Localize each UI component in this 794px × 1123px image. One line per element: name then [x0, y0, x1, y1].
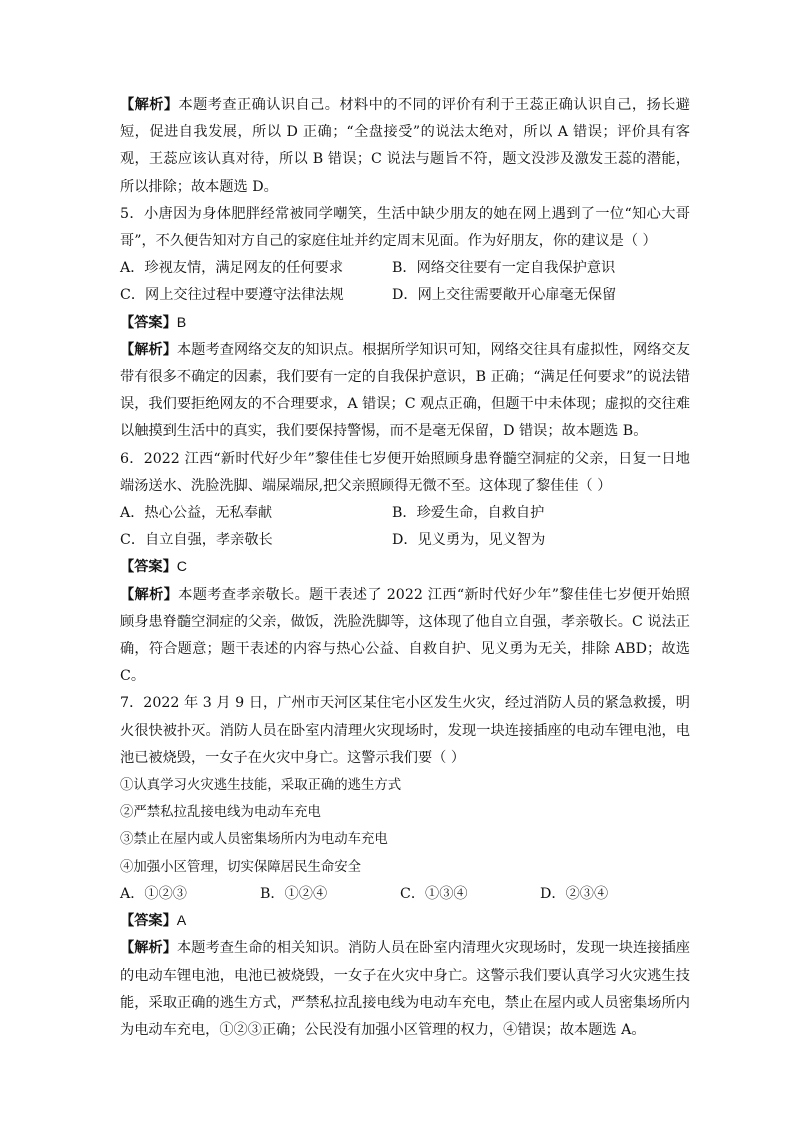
q5-stem: 5．小唐因为身体肥胖经常被同学嘲笑，生活中缺少朋友的她在网上遇到了一位“知心大哥哥”，不久便告知对方自己的家庭住址并约定周末见面。作为好朋友，你的建议是（ ） — [120, 205, 690, 250]
q7-answer-value: A — [176, 913, 187, 930]
q6-options — [120, 500, 690, 554]
q7-item-2: ②严禁私拉乱接电线为电动车充电 — [120, 805, 321, 821]
q5-options — [120, 255, 690, 309]
q7-option-d: D．②③④ — [540, 885, 609, 902]
q6-option-c: C．自立自强，孝亲敬长 — [120, 532, 273, 549]
q5-option-a: A．珍视友情，满足网友的任何要求 — [120, 260, 344, 277]
analysis-label: 【解析】 — [120, 586, 179, 603]
q7-option-b: B．①②④ — [260, 885, 328, 902]
q5-analysis — [120, 337, 690, 446]
q5-analysis-text: 本题考查网络交友的知识点。根据所学知识可知，网络交往具有虚拟性，网络交友带有很多不确定的因素，我们要有一定的自我保护意识，B 正确；“满足任何要求”的说法错误，我们要拒绝网友的不合理要求，A 错误；C 观点正确，但题干中未体现；虚拟的交往难以触摸到生活中的真实，我们要保持警惕，而不是毫无保留，D 错误；故本题选 B。 — [120, 341, 690, 440]
q7-item-3: ③禁止在屋内或人员密集场所内为电动车充电 — [120, 832, 388, 848]
q7-stem: 7．2022 年 3 月 9 日，广州市天河区某住宅小区发生火灾，经过消防人员的紧急救援，明火很快被扑灭。消防人员在卧室内清理火灾现场时，发现一块连接插座的电动车锂电池，电池已被烧毁，一女子在火灾中身亡。这警示我们要（ ） — [120, 695, 690, 766]
analysis-label: 【解析】 — [120, 341, 178, 358]
answer-label: 【答案】 — [120, 913, 177, 930]
answer-label: 【答案】 — [120, 314, 177, 331]
q7-item-4: ④加强小区管理，切实保障居民生命安全 — [120, 859, 362, 875]
q7-analysis-text: 本题考查生命的相关知识。消防人员在卧室内清理火灾现场时，发现一块连接插座的电动车锂电池，电池已被烧毁，一女子在火灾中身亡。这警示我们要认真学习火灾逃生技能，采取正确的逃生方式，严禁私拉乱接电线为电动车充电，禁止在屋内或人员密集场所内为电动车充电，①②③正确；公民没有加强小区管理的权力，④错误；故本题选 A。 — [120, 940, 690, 1038]
document-page — [120, 92, 690, 1044]
q7-item-1: ①认真学习火灾逃生技能，采取正确的逃生方式 — [120, 778, 402, 794]
q5-answer — [120, 310, 690, 337]
q6-answer-value: C — [176, 559, 188, 576]
q7-answer — [120, 908, 690, 935]
q6-option-b: B．珍爱生命，自救自护 — [392, 505, 545, 522]
analysis-label: 【解析】 — [120, 97, 179, 113]
q6-option-d: D．见义勇为，见义智为 — [392, 532, 546, 549]
q7-options — [120, 881, 690, 908]
q7-analysis — [120, 935, 690, 1044]
analysis-label: 【解析】 — [120, 940, 178, 957]
q4-analysis-text: 本题考查正确认识自己。材料中的不同的评价有利于王蕊正确认识自己，扬长避短，促进自我发展，所以 D 正确；“全盘接受”的说法太绝对，所以 A 错误；评价具有客观，王蕊应该认真对待，所以 B 错误；C 说法与题旨不符，题文没涉及激发王蕊的潜能，所以排除；故本题选 D。 — [120, 97, 690, 195]
q5-answer-value: B — [176, 314, 187, 331]
q7-option-a: A．①②③ — [120, 885, 187, 902]
q5-option-d: D．网上交往需要敞开心扉毫无保留 — [392, 287, 617, 304]
answer-label: 【答案】 — [120, 559, 177, 576]
q7-option-c: C．①③④ — [400, 885, 468, 902]
q6-analysis-text: 本题考查孝亲敬长。题干表述了 2022 江西“新时代好少年”黎佳佳七岁便开始照顾身患脊髓空洞症的父亲，做饭，洗脸洗脚等，这体现了他自立自强，孝亲敬长。C 说法正确，符合题意；题干表述的内容与热心公益、自救自护、见义勇为无关，排除 ABD；故选 C。 — [120, 586, 690, 685]
q5-option-b: B．网络交往要有一定自我保护意识 — [392, 260, 616, 277]
q4-analysis — [120, 92, 690, 201]
q5-option-c: C．网上交往过程中要遵守法律法规 — [120, 287, 344, 304]
q6-option-a: A．热心公益，无私奉献 — [120, 505, 273, 522]
q6-answer — [120, 554, 690, 581]
q6-analysis — [120, 582, 690, 691]
q6-stem: 6．2022 江西“新时代好少年”黎佳佳七岁便开始照顾身患脊髓空洞症的父亲，日复一日地端汤送水、洗脸洗脚、端屎端尿,把父亲照顾得无微不至。这体现了黎佳佳（ ） — [120, 450, 690, 494]
